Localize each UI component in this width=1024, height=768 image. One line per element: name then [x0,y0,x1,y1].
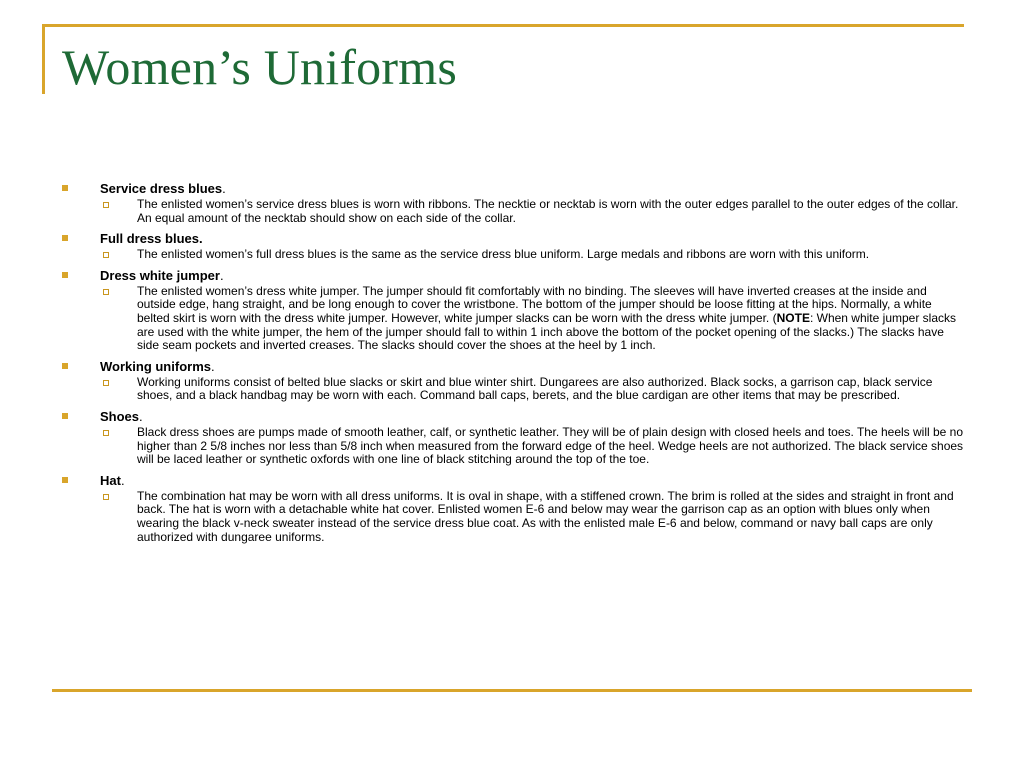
square-bullet-icon [62,185,68,191]
bullet-heading: Full dress blues. [100,231,203,247]
hollow-square-bullet-icon [103,202,109,208]
left-divider [42,24,45,94]
bullet-heading-suffix: . [139,408,143,424]
bullet-heading-suffix: . [219,267,224,283]
bullet-heading-suffix: . [210,358,215,374]
hollow-square-bullet-icon [103,494,109,500]
sub-bullet-text-continued: : When white jumper slacks are used with the white jumper, the hem of the jumper should fall to within 1 inch above the bottom of the pocket opening of the slacks.) The slacks have side seam pockets and inverted creases. The slacks should cover the shoes at the heel by 1 inch. [137,310,957,353]
hollow-square-bullet-icon [103,289,109,295]
bullet-heading: Hat [100,472,121,488]
sub-bullet-working-uniforms [137,376,967,403]
sub-bullet-full-dress-blues [137,248,967,262]
sub-bullet-text: Black dress shoes are pumps made of smooth leather, calf, or synthetic leather. They will be of plain design with closed heels and toes. The heels will be no higher than 2 5/8 inches nor less than 5/8 inch when measured from the forward edge of the heel. Wedge heels are not authorized. The black service shoes will be laced leather or synthetic oxfords with one line of black stitching around the top of the toe. [137,424,964,467]
top-divider [42,24,964,27]
sub-bullet-text: Working uniforms consist of belted blue slacks or skirt and blue winter shirt. Dungarees are also authorized. Black socks, a garrison cap, black service shoes, and a black handbag may be worn with each. Command ball caps, berets, and the blue cardigan are other items that may be prescribed. [137,374,933,403]
sub-bullet-text: The combination hat may be worn with all dress uniforms. It is oval in shape, with a stiffened crown. The brim is rolled at the sides and straight in front and back. The hat is worn with a detachable white hat cover. Enlisted women E-6 and below may wear the garrison cap as an option with blues only when wearing the black v-neck sweater instead of the service dress blue coat. As with the enlisted male E-6 and below, command or navy ball caps are only authorized with dungaree uniforms. [137,488,954,544]
bullet-full-dress-blues [62,231,967,246]
slide-content [62,181,967,550]
slide-title: Women’s Uniforms [62,39,457,95]
bullet-heading: Working uniforms [100,358,211,374]
bullet-dress-white-jumper [62,268,967,283]
sub-bullet-service-dress-blues [137,198,967,225]
sub-bullet-text: The enlisted women’s service dress blues is worn with ribbons. The necktie or necktab is worn with the outer edges parallel to the outer edges of the collar. An equal amount of the necktab should show on each side of the collar. [137,197,959,225]
bullet-heading: Dress white jumper [100,267,220,283]
square-bullet-icon [62,235,68,241]
square-bullet-icon [62,477,68,483]
sub-bullet-text: The enlisted women’s full dress blues is the same as the service dress blue uniform. Large medals and ribbons are worn with this uniform. [137,247,870,262]
square-bullet-icon [62,272,68,278]
hollow-square-bullet-icon [103,252,109,258]
sub-bullet-dress-white-jumper [137,285,967,353]
sub-bullet-text: The enlisted women’s dress white jumper. The jumper should fit comfortably with no binding. The sleeves will have inverted creases at the inside and outside edge, hang straight, and be long enough to cover the wristbone. The bottom of the jumper should be loose fitting at the hips. Normally, a white belted skirt is worn with the dress white jumper. However, white jumper slacks can be worn with the dress white jumper. ( [137,283,932,325]
bottom-divider [52,689,972,692]
bullet-service-dress-blues [62,181,967,196]
square-bullet-icon [62,413,68,419]
square-bullet-icon [62,363,68,369]
bullet-heading: Shoes [100,408,140,424]
hollow-square-bullet-icon [103,430,109,436]
sub-bullet-shoes [137,426,967,467]
note-label: NOTE [776,310,810,325]
sub-bullet-hat [137,490,967,544]
bullet-heading-suffix: . [222,181,226,196]
bullet-working-uniforms [62,359,967,374]
bullet-heading-suffix: . [120,472,125,488]
bullet-shoes [62,409,967,424]
bullet-hat [62,473,967,488]
bullet-heading: Service dress blues [100,181,223,196]
hollow-square-bullet-icon [103,380,109,386]
